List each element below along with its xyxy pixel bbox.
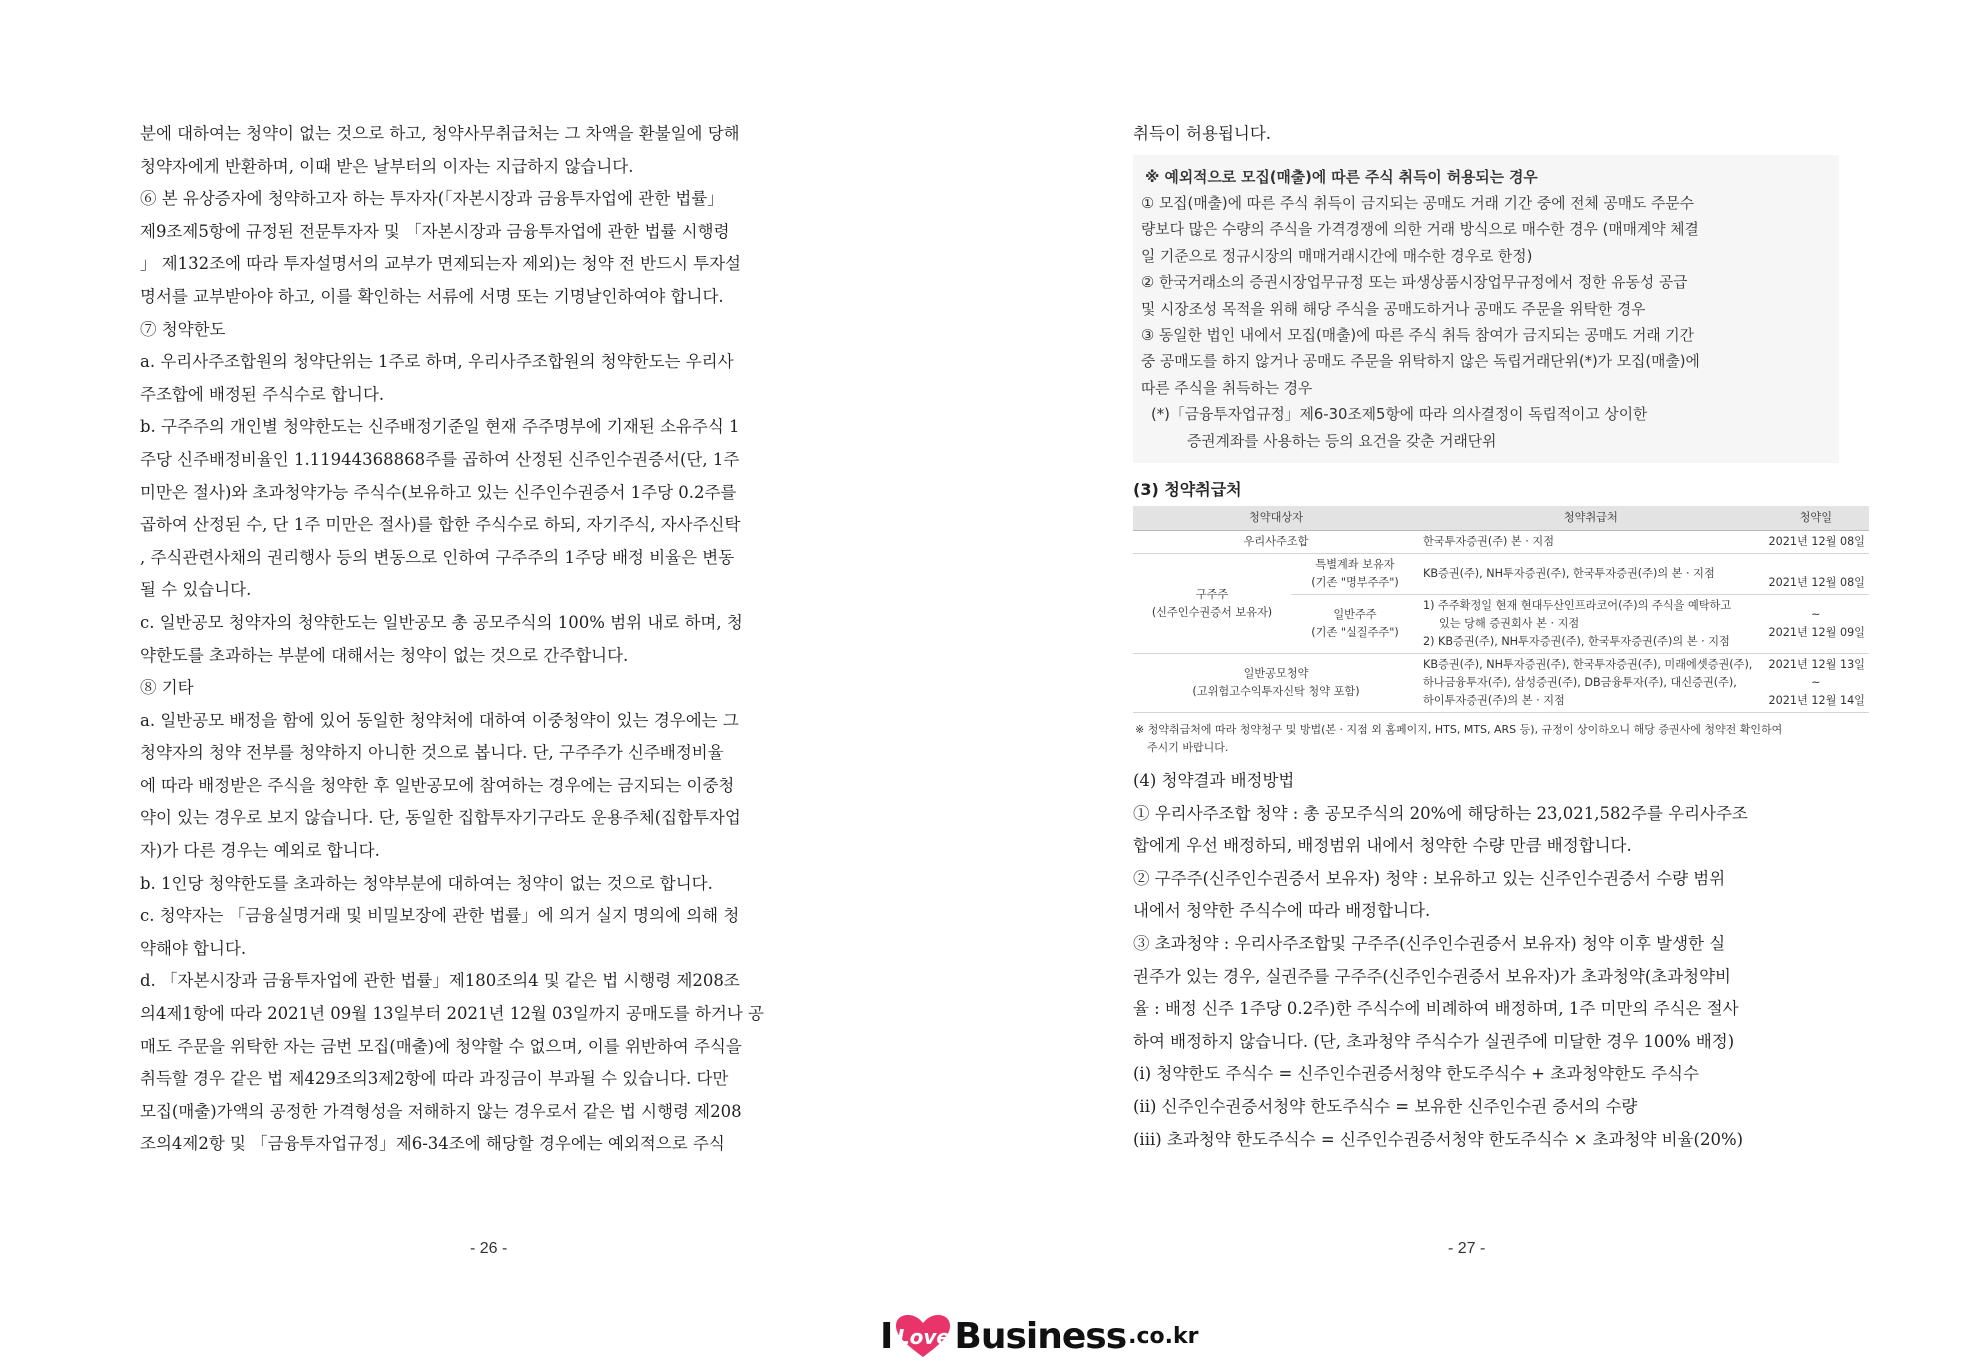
logo-tld-text: .co.kr — [1128, 1323, 1199, 1349]
paragraph-line: 내에서 청약한 주식수에 따라 배정합니다. — [1133, 901, 1431, 921]
paragraph-line: 취득할 경우 같은 법 제429조의3제2항에 따라 과징금이 부과될 수 있습니다. 다만 — [140, 1069, 729, 1089]
cell-line: 2021년 12월 09일 — [1768, 626, 1865, 640]
paragraph-line: 의4제1항에 따라 2021년 09월 13일부터 2021년 12월 03일까지 공매도를 하거나 공 — [140, 1004, 764, 1024]
table-cell: 한국투자증권(주) 본 · 지점 — [1419, 531, 1763, 554]
subscription-office-table — [1133, 506, 1869, 713]
cell-line: ~ — [1811, 608, 1821, 622]
table-cell — [1763, 595, 1869, 654]
paragraph-line: 명서를 교부받아야 하고, 이를 확인하는 서류에 서명 또는 기명날인하여야 합니다. — [140, 286, 724, 306]
paragraph-line: 제9조제5항에 규정된 전문투자자 및 「자본시장과 금융투자업에 관한 법률 시행령 — [140, 221, 730, 241]
paragraph-line: 율 : 배정 신주 1주당 0.2주)한 주식수에 비례하여 배정하며, 1주 미만의 주식은 절사 — [1133, 999, 1739, 1019]
paragraph-line: 곱하여 산정된 수, 단 1주 미만은 절사)를 합한 주식수로 하되, 자기주식, 자사주신탁 — [140, 515, 741, 535]
logo-business-text: Business — [954, 1315, 1127, 1357]
paragraph-line: d. 「자본시장과 금융투자업에 관한 법률」제180조의4 및 같은 법 시행령 제208조 — [140, 971, 740, 991]
formula-line: (ii) 신주인수권증서청약 한도주식수 = 보유한 신주인수권 증서의 수량 — [1133, 1097, 1638, 1116]
footnote-line: ※ 청약취급처에 따라 청약청구 및 방법(본 · 지점 외 홈페이지, HTS, MTS, ARS 등), 규정이 상이하오니 해당 증권사에 청약전 확인하여 — [1135, 723, 1783, 737]
notice-footnote: (*)「금융투자업규정」제6-30조제5항에 따라 의사결정이 독립적이고 상이한 — [1151, 406, 1648, 424]
cell-line: 하나금융투자(주), 삼성증권(주), DB금융투자(주), 대신증권(주), — [1423, 676, 1737, 690]
paragraph-line: c. 일반공모 청약자의 청약한도는 일반공모 총 공모주식의 100% 범위 내로 하며, 청 — [140, 612, 743, 632]
paragraph-line: 권주가 있는 경우, 실권주를 구주주(신주인수권증서 보유자)가 초과청약(초과청약비 — [1133, 966, 1731, 986]
table-cell: 우리사주조합 — [1133, 531, 1419, 554]
formula-line: (i) 청약한도 주식수 = 신주인수권증서청약 한도주식수 + 초과청약한도 주식수 — [1133, 1064, 1699, 1084]
table-cell — [1419, 595, 1763, 654]
table-row — [1133, 531, 1869, 554]
paragraph-line: a. 우리사주조합원의 청약단위는 1주로 하며, 우리사주조합원의 청약한도는 우리사 — [140, 352, 734, 372]
cell-line: 2) KB증권(주), NH투자증권(주), 한국투자증권(주)의 본 · 지점 — [1423, 635, 1730, 649]
notice-footnote: 증권계좌를 사용하는 등의 요건을 갖춘 거래단위 — [1187, 432, 1497, 450]
paragraph-line: 모집(매출)가액의 공정한 가격형성을 저해하지 않는 경우로서 같은 법 시행령 제208 — [140, 1101, 742, 1121]
paragraph-line: 조의4제2항 및 「금융투자업규정」제6-34조에 해당할 경우에는 예외적으로 주식 — [140, 1134, 725, 1154]
paragraph-line: 하여 배정하지 않습니다. (단, 초과청약 주식수가 실권주에 미달한 경우 100% 배정) — [1133, 1031, 1735, 1051]
table-footnote — [1133, 721, 1875, 757]
table-header: 청약취급처 — [1419, 506, 1763, 531]
paragraph-line: ③ 초과청약 : 우리사주조합및 구주주(신주인수권증서 보유자) 청약 이후 발생한 실 — [1133, 934, 1726, 954]
paragraph-line: c. 청약자는 「금융실명거래 및 비밀보장에 관한 법률」에 의거 실지 명의에 의해 청 — [140, 906, 740, 926]
table-row — [1133, 654, 1869, 713]
paragraph-line: 약해야 합니다. — [140, 938, 247, 958]
paragraph-line: a. 일반공모 배정을 함에 있어 동일한 청약처에 대하여 이중청약이 있는 경우에는 그 — [140, 710, 739, 730]
cell-line: 있는 당해 증권회사 본 · 지점 — [1439, 617, 1580, 631]
paragraph-line: b. 구주주의 개인별 청약한도는 신주배정기준일 현재 주주명부에 기재된 소유주식 1 — [140, 417, 740, 437]
table-cell: 2021년 12월 08일 — [1763, 554, 1869, 595]
paragraph-line: 청약자에게 반환하며, 이때 받은 날부터의 이자는 지급하지 않습니다. — [140, 156, 634, 176]
cell-line: 일반주주 — [1333, 608, 1377, 622]
cell-line: (고위험고수익투자신탁 청약 포함) — [1192, 685, 1360, 699]
table-header: 청약일 — [1763, 506, 1869, 531]
cell-line: 특별계좌 보유자 — [1315, 558, 1395, 572]
table-cell: 2021년 12월 08일 — [1763, 531, 1869, 554]
table-cell — [1419, 654, 1763, 713]
cell-line: (기존 "명부주주") — [1311, 576, 1399, 590]
notice-line: 일 기준으로 정규시장의 매매거래시간에 매수한 경우로 한정) — [1141, 247, 1533, 265]
cell-line: 2021년 12월 13일 — [1768, 658, 1865, 672]
heart-icon — [894, 1313, 952, 1359]
logo-love-text: Love — [896, 1325, 950, 1349]
paragraph-line: 취득이 허용됩니다. — [1133, 124, 1272, 143]
paragraph-line: 합에게 우선 배정하되, 배정범위 내에서 청약한 수량 만큼 배정합니다. — [1133, 836, 1632, 856]
formula-line: (iii) 초과청약 한도주식수 = 신주인수권증서청약 한도주식수 × 초과청약 비율(20%) — [1133, 1129, 1744, 1149]
right-page — [1133, 118, 1865, 1156]
notice-title: ※ 예외적으로 모집(매출)에 따른 주식 취득이 허용되는 경우 — [1145, 168, 1538, 186]
table-cell: KB증권(주), NH투자증권(주), 한국투자증권(주)의 본 · 지점 — [1419, 554, 1763, 595]
paragraph-line: b. 1인당 청약한도를 초과하는 청약부분에 대하여는 청약이 없는 것으로 합니다. — [140, 873, 713, 893]
table-cell — [1291, 554, 1419, 595]
paragraph-line: 자)가 다른 경우는 예외로 합니다. — [140, 841, 380, 861]
section-heading: (4) 청약결과 배정방법 — [1133, 771, 1295, 791]
table-cell-group — [1133, 554, 1291, 654]
cell-line: ~ — [1811, 676, 1821, 690]
logo-letter-i: I — [880, 1315, 893, 1357]
notice-line: ② 한국거래소의 증권시장업무규정 또는 파생상품시장업무규정에서 정한 유동성 공급 — [1141, 274, 1688, 292]
paragraph-line: , 주식관련사채의 권리행사 등의 변동으로 인하여 구주주의 1주당 배정 비율은 변동 — [140, 547, 735, 567]
section-heading: ⑦ 청약한도 — [140, 319, 226, 339]
cell-line: (기존 "실질주주") — [1311, 626, 1399, 640]
paragraph-line: 약이 있는 경우로 보지 않습니다. 단, 동일한 집합투자기구라도 운용주체(집합투자업 — [140, 808, 741, 828]
cell-line: 1) 주주확정일 현재 현대두산인프라코어(주)의 주식을 예탁하고 — [1423, 599, 1732, 613]
paragraph-line: ⑥ 본 유상증자에 청약하고자 하는 투자자(「자본시장과 금융투자업에 관한 법률」 — [140, 189, 724, 209]
paragraph-line: 약한도를 초과하는 부분에 대해서는 청약이 없는 것으로 간주합니다. — [140, 645, 629, 665]
paragraph-line: ① 우리사주조합 청약 : 총 공모주식의 20%에 해당하는 23,021,582주를 우리사주조 — [1133, 803, 1748, 823]
table-cell — [1763, 654, 1869, 713]
exception-notice-box — [1133, 155, 1839, 463]
footnote-line: 주시기 바랍니다. — [1147, 741, 1229, 755]
paragraph-line: 주당 신주배정비율인 1.11944368868주를 곱하여 산정된 신주인수권증서(단, 1주 — [140, 449, 740, 469]
paragraph-line: 매도 주문을 위탁한 자는 금번 모집(매출)에 청약할 수 없으며, 이를 위반하여 주식을 — [140, 1036, 742, 1056]
ilovebusiness-logo — [880, 1312, 1199, 1360]
notice-line: 따른 주식을 취득하는 경우 — [1141, 379, 1313, 397]
paragraph-line: 주조합에 배정된 주식수로 합니다. — [140, 384, 385, 404]
paragraph-line: 」 제132조에 따라 투자설명서의 교부가 면제되는자 제외)는 청약 전 반드시 투자설 — [140, 254, 741, 274]
cell-line: KB증권(주), NH투자증권(주), 한국투자증권(주), 미래에셋증권(주), — [1423, 658, 1753, 672]
section-title: (3) 청약취급처 — [1133, 480, 1242, 500]
section-heading: ⑧ 기타 — [140, 678, 194, 698]
paragraph-line: 미만은 절사)와 초과청약가능 주식수(보유하고 있는 신주인수권증서 1주당 0.2주를 — [140, 482, 737, 502]
group-label: 구주주 — [1195, 587, 1229, 601]
paragraph-line: ② 구주주(신주인수권증서 보유자) 청약 : 보유하고 있는 신주인수권증서 수량 범위 — [1133, 868, 1726, 888]
notice-line: 량보다 많은 수량의 주식을 가격경쟁에 의한 거래 방식으로 매수한 경우 (매매계약 체결 — [1141, 221, 1699, 239]
left-page — [140, 118, 840, 1161]
paragraph-line: 청약자의 청약 전부를 청약하지 아니한 것으로 봅니다. 단, 구주주가 신주배정비율 — [140, 743, 724, 763]
paragraph-line: 될 수 있습니다. — [140, 580, 252, 600]
cell-line: 하이투자증권(주)의 본 · 지점 — [1423, 694, 1565, 708]
notice-line: 중 공매도를 하지 않거나 공매도 주문을 위탁하지 않은 독립거래단위(*)가 모집(매출)에 — [1141, 353, 1700, 371]
cell-line: 2021년 12월 14일 — [1768, 694, 1865, 708]
cell-line: 일반공모청약 — [1243, 667, 1309, 681]
notice-line: ③ 동일한 법인 내에서 모집(매출)에 따른 주식 취득 참여가 금지되는 공매도 거래 기간 — [1141, 327, 1694, 345]
paragraph-line: 에 따라 배정받은 주식을 청약한 후 일반공모에 참여하는 경우에는 금지되는 이중청 — [140, 775, 735, 795]
table-header: 청약대상자 — [1133, 506, 1419, 531]
page-number-left: - 26 - — [470, 1240, 508, 1257]
notice-line: 및 시장조성 목적을 위해 해당 주식을 공매도하거나 공매도 주문을 위탁한 경우 — [1141, 300, 1646, 318]
notice-line: ① 모집(매출)에 따른 주식 취득이 금지되는 공매도 거래 기간 중에 전체 공매도 주문수 — [1141, 195, 1694, 212]
table-cell — [1291, 595, 1419, 654]
table-cell — [1133, 654, 1419, 713]
group-label: (신주인수권증서 보유자) — [1151, 605, 1273, 619]
table-row — [1133, 554, 1869, 595]
paragraph-line: 분에 대하여는 청약이 없는 것으로 하고, 청약사무취급처는 그 차액을 환불일에 당해 — [140, 124, 740, 143]
page-number-right: - 27 - — [1448, 1240, 1486, 1257]
